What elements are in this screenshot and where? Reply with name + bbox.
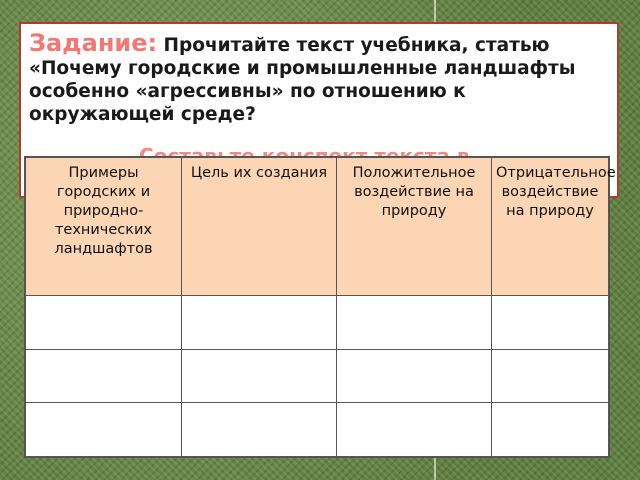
table-cell[interactable] <box>492 296 609 350</box>
table-cell[interactable] <box>26 349 182 403</box>
table-cell[interactable] <box>337 403 492 457</box>
table-cell[interactable] <box>492 349 609 403</box>
table-row <box>26 296 609 350</box>
table-cell[interactable] <box>182 403 337 457</box>
table-cell[interactable] <box>26 403 182 457</box>
header-purpose: Цель их создания <box>182 158 337 296</box>
task-instruction: Прочитайте текст учебника, статью «Почему городские и промышленные ландшафты особенно «агрессивны» по отношению к окружающей среде? <box>29 35 576 125</box>
table-cell[interactable] <box>337 349 492 403</box>
table-row <box>26 349 609 403</box>
task-label: Задание: <box>29 29 158 57</box>
table-cell[interactable] <box>182 296 337 350</box>
task-text <box>29 29 609 126</box>
header-negative-impact: Отрицательное воздействие на природу <box>492 158 609 296</box>
table-row <box>26 403 609 457</box>
table-cell[interactable] <box>337 296 492 350</box>
table-cell[interactable] <box>182 349 337 403</box>
table-cell[interactable] <box>492 403 609 457</box>
table-header-row <box>26 158 609 296</box>
header-examples: Примеры городских и природно-технических ландшафтов <box>26 158 182 296</box>
table-cell[interactable] <box>26 296 182 350</box>
header-positive-impact: Положительное воздействие на природу <box>337 158 492 296</box>
summary-table <box>24 156 616 458</box>
